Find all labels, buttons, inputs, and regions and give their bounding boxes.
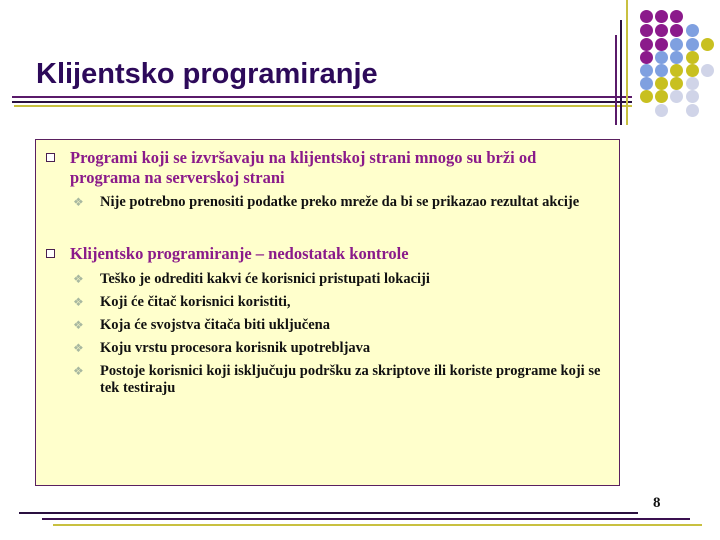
bullet-level2 xyxy=(73,363,610,397)
decorative-dot-icon xyxy=(640,24,653,37)
title-underline-purple xyxy=(12,96,632,98)
decorative-dot-icon xyxy=(655,10,668,23)
decorative-dot-icon xyxy=(670,77,683,90)
decorative-dot-icon xyxy=(701,38,714,51)
decorative-dot-icon xyxy=(655,38,668,51)
bullet-level2 xyxy=(73,317,620,334)
decorative-dot-icon xyxy=(686,24,699,37)
decorative-dot-icon xyxy=(670,64,683,77)
diamond-bullet-icon: ❖ xyxy=(73,318,84,332)
bullet-text: Teško je odrediti kakvi će korisnici pristupati lokaciji xyxy=(100,271,430,287)
decorative-dot-icon xyxy=(655,24,668,37)
decorative-dot-icon xyxy=(655,51,668,64)
bullet-text: Nije potrebno prenositi podatke preko mreže da bi se prikazao rezultat akcije xyxy=(100,194,580,210)
bullet-text: Koji će čitač korisnici koristiti, xyxy=(100,294,291,310)
vertical-line-purple xyxy=(615,35,617,125)
decorative-dot-icon xyxy=(640,90,653,103)
decorative-dot-icon xyxy=(655,104,668,117)
content-box xyxy=(35,139,620,486)
title-underline-yellow xyxy=(14,105,632,107)
decorative-dot-icon xyxy=(670,24,683,37)
diamond-bullet-icon: ❖ xyxy=(73,195,84,209)
hollow-square-bullet-icon xyxy=(46,249,55,258)
page-number: 8 xyxy=(653,495,661,511)
decorative-dot-icon xyxy=(670,10,683,23)
decorative-dot-icon xyxy=(686,90,699,103)
decorative-dot-icon xyxy=(640,38,653,51)
decorative-dot-icon xyxy=(686,77,699,90)
diamond-bullet-icon: ❖ xyxy=(73,272,84,286)
decorative-dot-icon xyxy=(655,90,668,103)
decorative-dot-icon xyxy=(640,10,653,23)
diamond-bullet-icon: ❖ xyxy=(73,295,84,309)
bullet-text: Koja će svojstva čitača biti uključena xyxy=(100,317,330,333)
bullet-level2 xyxy=(73,271,620,288)
decorative-dot-icon xyxy=(670,51,683,64)
decorative-dot-icon xyxy=(640,77,653,90)
decorative-dot-icon xyxy=(670,38,683,51)
decorative-dot-icon xyxy=(655,64,668,77)
decorative-dot-icon xyxy=(640,51,653,64)
decorative-dot-icon xyxy=(701,64,714,77)
decorative-dot-icon xyxy=(686,51,699,64)
decorative-dot-icon xyxy=(655,77,668,90)
bullet-level2 xyxy=(73,294,620,311)
diamond-bullet-icon: ❖ xyxy=(73,364,84,378)
bullet-level1 xyxy=(70,148,590,188)
bullet-text: Koju vrstu procesora korisnik upotrebljava xyxy=(100,340,371,356)
footer-line-dark-2 xyxy=(42,518,690,520)
footer-line-yellow xyxy=(53,524,702,526)
bullet-level2 xyxy=(73,340,620,357)
bullet-text: Postoje korisnici koji isključuju podršku za skriptove ili koriste programe koji se tek testiraju xyxy=(100,363,601,396)
bullet-text: Klijentsko programiranje – nedostatak kontrole xyxy=(70,244,409,263)
decorative-dot-icon xyxy=(640,64,653,77)
footer-line-dark-1 xyxy=(19,512,638,514)
decorative-dot-icon xyxy=(686,64,699,77)
vertical-line-yellow xyxy=(626,0,628,125)
hollow-square-bullet-icon xyxy=(46,153,55,162)
diamond-bullet-icon: ❖ xyxy=(73,341,84,355)
decorative-dot-icon xyxy=(670,90,683,103)
decorative-dot-icon xyxy=(686,38,699,51)
title-underline-dark xyxy=(12,101,632,103)
decorative-dot-icon xyxy=(686,104,699,117)
bullet-text: Programi koji se izvršavaju na klijentskoj strani mnogo su brži od programa na serverskoj strani xyxy=(70,148,537,187)
bullet-level1 xyxy=(70,244,590,264)
slide-title: Klijentsko programiranje xyxy=(36,58,378,90)
vertical-line-dark xyxy=(620,20,622,125)
bullet-level2 xyxy=(73,194,590,211)
